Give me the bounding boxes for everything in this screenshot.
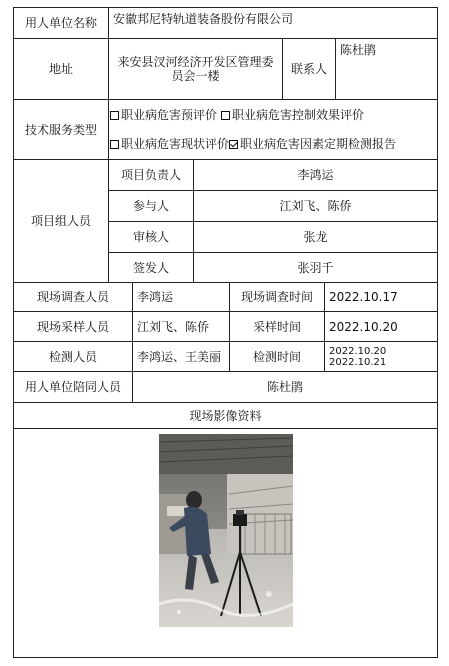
accompany-value: 陈杜鹃 (132, 371, 438, 403)
option-pre-evaluation: 职业病危害预评价 (121, 107, 218, 122)
survey-time-label: 现场调查时间 (229, 282, 325, 312)
service-options-line-1 (110, 108, 364, 122)
checkbox-periodic-detection[interactable] (229, 140, 238, 149)
service-type-options (108, 99, 438, 160)
testing-times (324, 341, 438, 372)
photos-label: 现场影像资料 (13, 402, 438, 429)
option-status-evaluation: 职业病危害现状评价 (121, 137, 230, 152)
site-photo (159, 434, 293, 627)
sampling-label: 现场采样人员 (13, 311, 133, 342)
contact-value: 陈杜鹃 (335, 38, 438, 100)
service-options-line-2 (110, 137, 396, 151)
team-names-leader: 李鸿运 (193, 159, 438, 191)
team-names-issuer: 张羽千 (193, 252, 438, 283)
survey-label: 现场调查人员 (13, 282, 133, 312)
checkbox-pre-evaluation[interactable] (110, 111, 119, 120)
option-control-effect: 职业病危害控制效果评价 (232, 107, 365, 122)
testing-person: 李鸿运、王美丽 (132, 341, 230, 372)
testing-time-end: 2022.10.21 (329, 356, 387, 368)
survey-person: 李鸿运 (132, 282, 230, 312)
report-form (13, 7, 438, 658)
service-type-label: 技术服务类型 (13, 99, 109, 160)
team-role-reviewer: 审核人 (108, 221, 194, 253)
testing-time-start: 2022.10.20 (329, 345, 387, 357)
accompany-label: 用人单位陪同人员 (13, 371, 133, 403)
team-role-leader: 项目负责人 (108, 159, 194, 191)
testing-time-label: 检测时间 (229, 341, 325, 372)
sampling-time-label: 采样时间 (229, 311, 325, 342)
team-label: 项目组人员 (13, 159, 109, 283)
address-label: 地址 (13, 38, 109, 100)
contact-label: 联系人 (282, 38, 336, 100)
team-role-participant: 参与人 (108, 190, 194, 222)
employer-label: 用人单位名称 (13, 7, 109, 39)
sampling-time: 2022.10.20 (324, 311, 438, 342)
survey-time: 2022.10.17 (324, 282, 438, 312)
team-names-participant: 江刘飞、陈侨 (193, 190, 438, 222)
option-periodic-detection: 职业病危害因素定期检测报告 (240, 137, 397, 152)
testing-label: 检测人员 (13, 341, 133, 372)
sampling-person: 江刘飞、陈侨 (132, 311, 230, 342)
address-value: 来安县汊河经济开发区管理委员会一楼 (108, 38, 283, 100)
employer-value: 安徽邦尼特轨道装备股份有限公司 (108, 7, 438, 39)
checkbox-status-evaluation[interactable] (110, 140, 119, 149)
team-role-issuer: 签发人 (108, 252, 194, 283)
checkbox-control-effect[interactable] (221, 111, 230, 120)
team-names-reviewer: 张龙 (193, 221, 438, 253)
